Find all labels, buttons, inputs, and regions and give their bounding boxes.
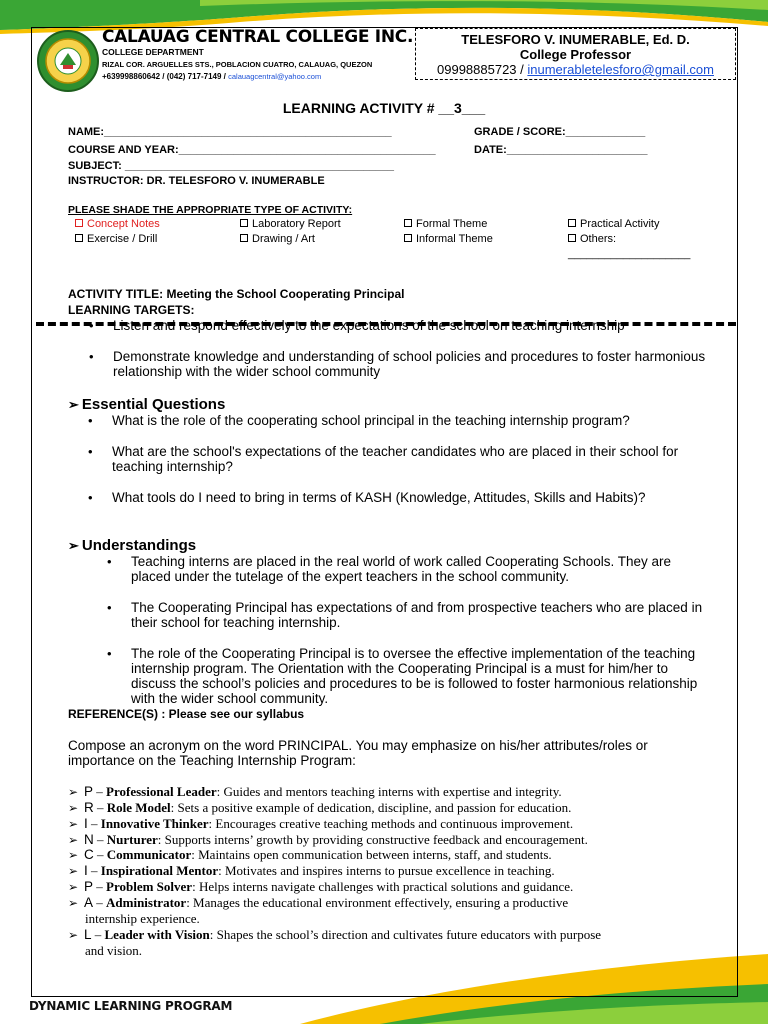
compose-instructions: Compose an acronym on the word PRINCIPAL. You may emphasize on his/her attributes/roles or importance on the Teaching Internship Program: [68, 738, 648, 768]
professor-contact: 09998885723 / inumerabletelesforo@gmail.com [437, 62, 714, 77]
subject-field: SUBJECT: ____________________________________________ [68, 160, 395, 172]
option-exercise-drill[interactable]: Exercise / Drill [75, 233, 157, 245]
date-field: DATE:_______________________ [474, 144, 648, 156]
college-email-link[interactable]: calauagcentral@yahoo.com [228, 72, 322, 81]
course-field: COURSE AND YEAR:__________________________________________ [68, 144, 436, 156]
option-drawing-art[interactable]: Drawing / Art [240, 233, 315, 245]
activity-type-title: PLEASE SHADE THE APPROPRIATE TYPE OF ACTIVITY: [68, 204, 353, 216]
learning-target-item: • Listen and respond effectively to the expectations of the school on teaching internship [89, 318, 625, 333]
acronym-item: ➢ I – Inspirational Mentor: Motivates and inspires interns to pursue excellence in teaching. [68, 863, 555, 878]
college-department: COLLEGE DEPARTMENT [102, 47, 204, 57]
professor-name: TELESFORO V. INUMERABLE, Ed. D. [461, 32, 690, 47]
acronym-item: ➢ N – Nurturer: Supports interns’ growth by providing constructive feedback and encouragement. [68, 832, 588, 847]
college-name: CALAUAG CENTRAL COLLEGE INC. [102, 27, 414, 47]
checkbox-icon[interactable] [240, 234, 248, 242]
option-practical-activity[interactable]: Practical Activity [568, 218, 659, 230]
essential-question-item: • What is the role of the cooperating school principal in the teaching internship program? [88, 413, 630, 428]
acronym-item: ➢ L – Leader with Vision: Shapes the school’s direction and cultivates future educators with purpose and vision. [68, 927, 602, 958]
professor-title: College Professor [519, 47, 632, 62]
activity-number: LEARNING ACTIVITY # __3___ [282, 100, 486, 116]
instructor-field: INSTRUCTOR: DR. TELESFORO V. INUMERABLE [68, 175, 325, 187]
option-informal-theme[interactable]: Informal Theme [404, 233, 493, 245]
option-formal-theme[interactable]: Formal Theme [404, 218, 487, 230]
learning-targets-title: LEARNING TARGETS: [68, 303, 195, 317]
acronym-item: ➢ I – Innovative Thinker: Encourages creative teaching methods and continuous improvement. [68, 816, 574, 831]
essential-question-item: • What tools do I need to bring in terms of KASH (Knowledge, Attitudes, Skills and Habits)? [88, 490, 646, 505]
acronym-item: ➢ C – Communicator: Maintains open communication between interns, staff, and students. [68, 847, 552, 862]
reference-line: REFERENCE(S) : Please see our syllabus [68, 707, 305, 721]
others-blank-line: ____________________ [568, 248, 691, 260]
acronym-item: ➢ A – Administrator: Manages the educational environment effectively, ensuring a productive internship experience. [68, 895, 569, 926]
understandings-heading: ➢ Understandings [68, 537, 197, 554]
checkbox-icon[interactable] [568, 219, 576, 227]
learning-target-item: • Demonstrate knowledge and understanding of school policies and procedures to foster harmonious relationship with the wider school community [89, 349, 706, 379]
college-phone: +639998860642 / (042) 717-7149 / calauagcentral@yahoo.com [102, 72, 322, 81]
understanding-item: • Teaching interns are placed in the real world of work called Cooperating Schools. They are placed under the tutelage of the expert teachers in the school community. [107, 554, 672, 584]
professor-email-link[interactable]: inumerabletelesforo@gmail.com [527, 62, 714, 77]
college-address: RIZAL COR. ARGUELLES STS., POBLACION CUATRO, CALAUAG, QUEZON [102, 60, 373, 69]
footer-program-label: DYNAMIC LEARNING PROGRAM [29, 999, 233, 1013]
name-field: NAME:_______________________________________________ [68, 126, 392, 138]
checkbox-icon[interactable] [75, 234, 83, 242]
checkbox-icon[interactable] [404, 234, 412, 242]
option-concept-notes[interactable]: Concept Notes [75, 218, 160, 230]
checkbox-icon[interactable] [240, 219, 248, 227]
essential-questions-heading: ➢ Essential Questions [68, 396, 226, 413]
acronym-item: ➢ R – Role Model: Sets a positive example of dedication, discipline, and passion for education. [68, 800, 572, 815]
acronym-item: ➢ P – Problem Solver: Helps interns navigate challenges with practical solutions and guidance. [68, 879, 574, 894]
option-others[interactable]: Others: [568, 233, 616, 245]
essential-question-item: • What are the school's expectations of the teacher candidates who are placed in their school for teaching internship? [88, 444, 679, 474]
professor-box [415, 28, 736, 80]
activity-title: ACTIVITY TITLE: Meeting the School Cooperating Principal [68, 287, 405, 301]
checkbox-icon[interactable] [568, 234, 576, 242]
option-laboratory-report[interactable]: Laboratory Report [240, 218, 341, 230]
grade-field: GRADE / SCORE:_____________ [474, 126, 646, 138]
understanding-item: • The role of the Cooperating Principal is to oversee the effective implementation of the teaching internship program. The Orientation with the Cooperating Principal is a must for him/her to discuss the school’s policies and procedures to be is followed to foster harmonious relationship with the wider school community. [107, 646, 698, 706]
checkbox-icon[interactable] [75, 219, 83, 227]
understanding-item: • The Cooperating Principal has expectations of and from prospective teachers who are placed in their school for teaching internship. [107, 600, 703, 630]
dashed-divider [36, 322, 736, 326]
checkbox-icon[interactable] [404, 219, 412, 227]
acronym-item: ➢ P – Professional Leader: Guides and mentors teaching interns with expertise and integrity. [68, 784, 562, 799]
college-seal-icon [36, 29, 100, 93]
